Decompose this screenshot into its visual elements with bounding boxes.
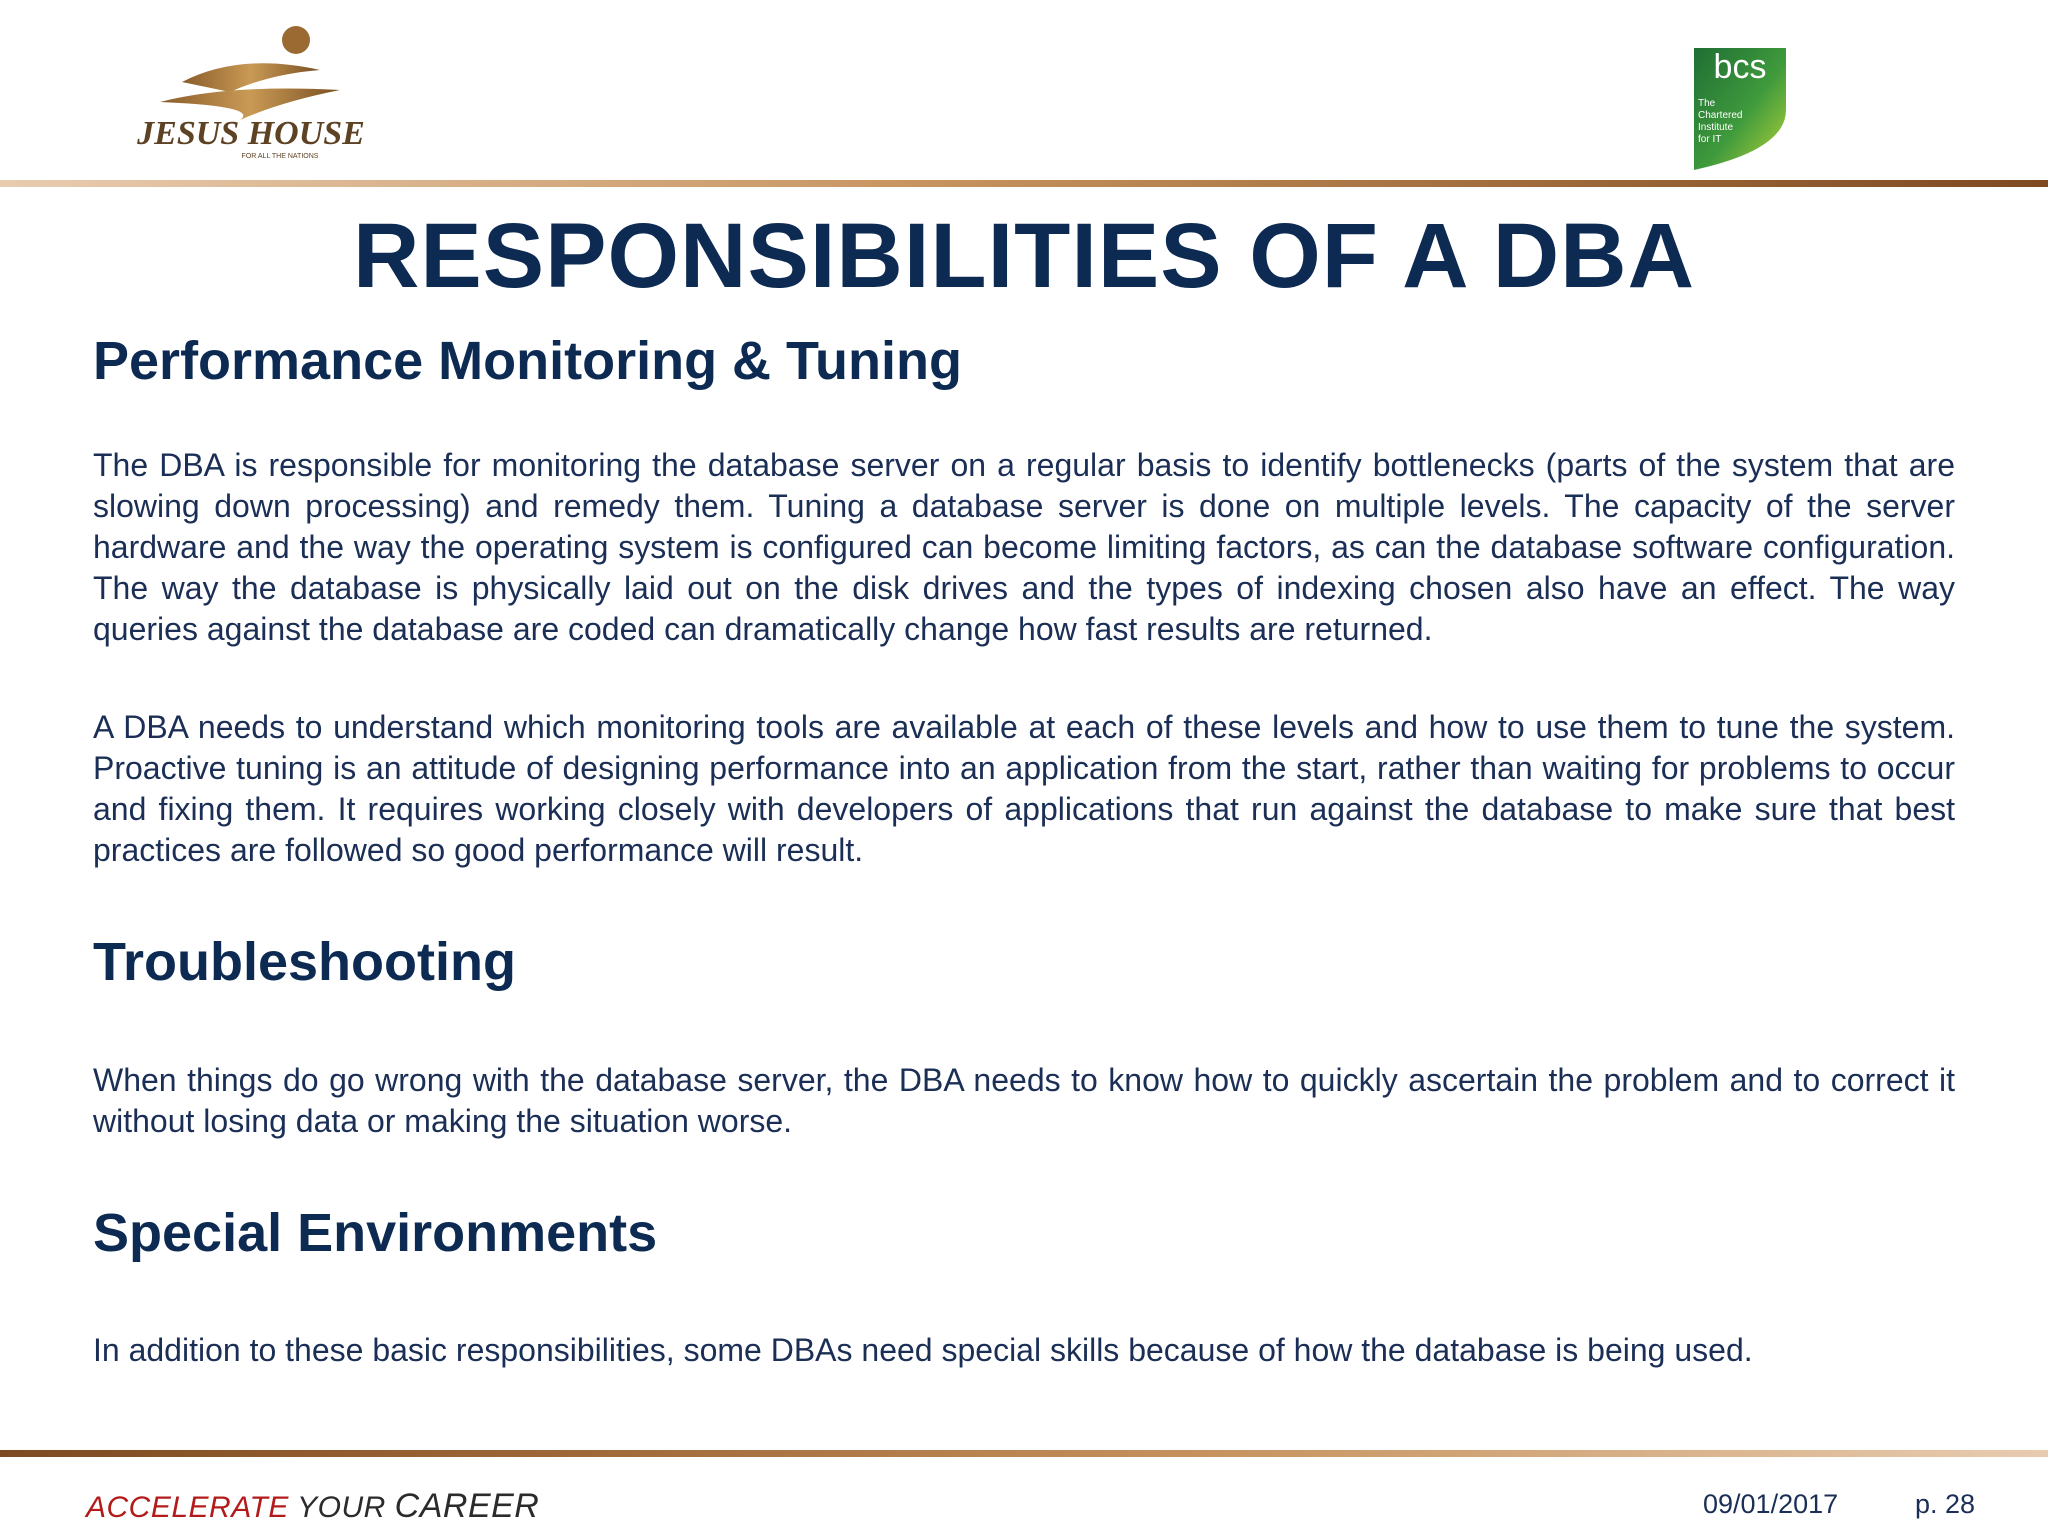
bcs-subtext-line-4: for IT	[1698, 134, 1722, 145]
paragraph-performance-1: The DBA is responsible for monitoring the database server on a regular basis to identify bottlenecks (parts of the system that are slowing down processing) and remedy them. Tuning a database server is done on multiple levels. The capacity of the server hardware and the way the operating system is configured can become limiting factors, as can the database software configuration. The way the database is physically laid out on the disk drives and the types of indexing chosen also have an effect. The way queries against the database are coded can dramatically change how fast results are returned.	[93, 447, 1955, 647]
jesus-house-logo	[120, 22, 382, 162]
section-heading-troubleshooting: Troubleshooting	[93, 932, 516, 992]
jesus-house-subtext: FOR ALL THE NATIONS	[241, 153, 319, 160]
bcs-subtext-line-2: Chartered	[1698, 110, 1743, 121]
paragraph-special-environments: In addition to these basic responsibilities, some DBAs need special skills because of how the database is being used.	[93, 1332, 1753, 1368]
section-heading-special-environments: Special Environments	[93, 1203, 658, 1263]
bcs-logo-graphic	[1690, 46, 1790, 172]
header-divider	[0, 180, 2048, 187]
footer-tagline	[86, 1488, 539, 1526]
page-number: p. 28	[1915, 1489, 1976, 1519]
paragraph-performance-2: A DBA needs to understand which monitoring tools are available at each of these levels and how to use them to tune the system. Proactive tuning is an attitude of designing performance into an application from the start, rather than waiting for problems to occur and fixing them. It requires working closely with developers of applications that run against the database to make sure that best practices are followed so good performance will result.	[93, 709, 1955, 868]
tagline-accelerate: ACCELERATE	[86, 1491, 289, 1524]
footer-date: 09/01/2017	[1703, 1489, 1839, 1519]
slide-title: RESPONSIBILITIES OF A DBA	[352, 205, 1696, 307]
tagline-your: YOUR	[297, 1491, 386, 1524]
bcs-subtext-line-1: The	[1698, 98, 1716, 109]
tagline-career: CAREER	[394, 1487, 540, 1525]
bcs-wordmark: bcs	[1713, 48, 1767, 86]
bcs-subtext-line-3: Institute	[1698, 122, 1734, 133]
jesus-house-wordmark: JESUS HOUSE	[137, 115, 365, 152]
jesus-house-logo-graphic	[120, 22, 382, 162]
section-heading-performance: Performance Monitoring & Tuning	[93, 331, 962, 391]
bcs-logo	[1690, 46, 1790, 172]
paragraph-troubleshooting: When things do go wrong with the database server, the DBA needs to know how to quickly ascertain the problem and to correct it without losing data or making the situation worse.	[93, 1062, 1955, 1139]
footer-divider	[0, 1450, 2048, 1457]
